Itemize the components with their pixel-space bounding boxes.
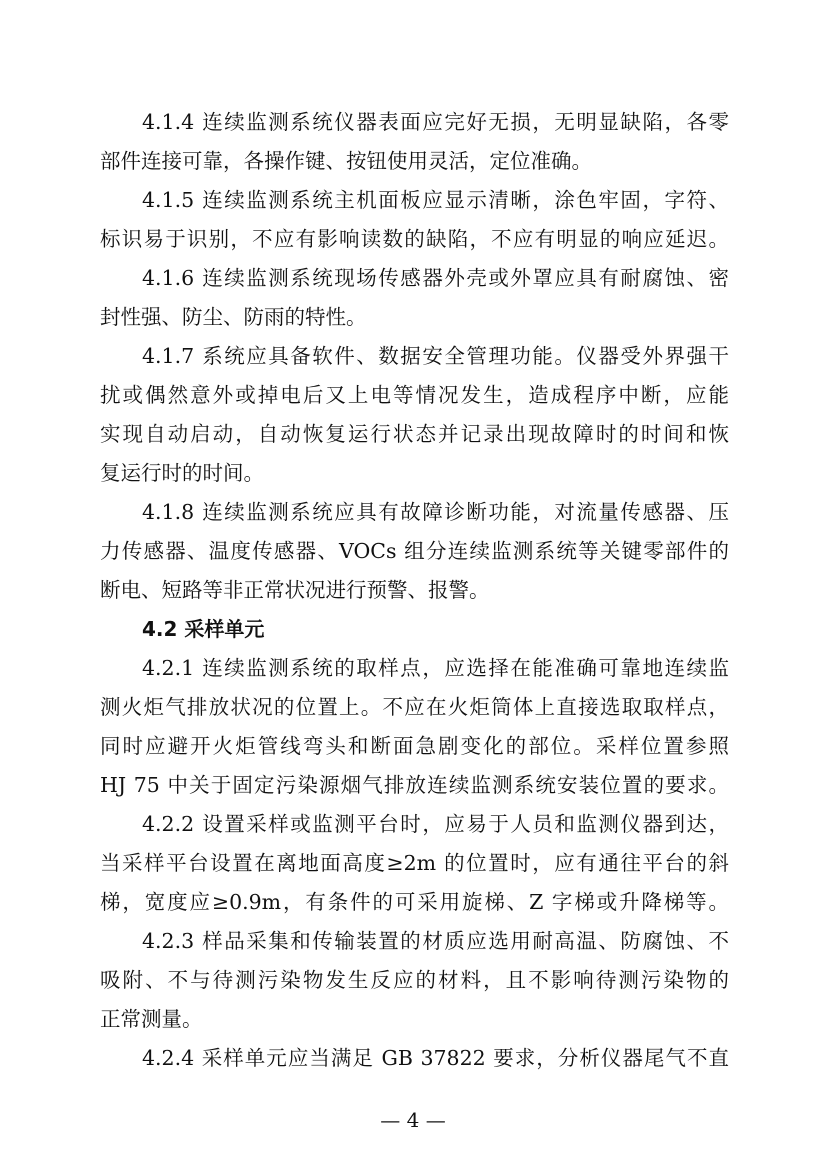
text-line: 4.2.4 采样单元应当满足 GB 37822 要求，分析仪器尾气不直 (142, 1046, 729, 1070)
text-line: 断电、短路等非正常状况进行预警、报警。 (100, 578, 490, 602)
text-line: 4.2.3 样品采集和传输装置的材质应选用耐高温、防腐蚀、不 (142, 929, 729, 953)
text-line: 吸附、不与待测污染物发生反应的材料，且不影响待测污染物的 (100, 968, 729, 992)
text-line: 同时应避开火炬管线弯头和断面急剧变化的部位。采样位置参照 (100, 734, 729, 758)
text-line: 4.1.7 系统应具备软件、数据安全管理功能。仪器受外界强干 (142, 344, 729, 368)
text-line: 4.1.4 连续监测系统仪器表面应完好无损，无明显缺陷，各零 (142, 110, 729, 134)
text-line: 4.2.2 设置采样或监测平台时，应易于人员和监测仪器到达， (142, 812, 729, 836)
text-line: 部件连接可靠，各操作键、按钮使用灵活，定位准确。 (100, 149, 592, 173)
text-line: 4.2.1 连续监测系统的取样点，应选择在能准确可靠地连续监 (142, 656, 729, 680)
page-number: — 4 — (380, 1108, 446, 1132)
document-body (100, 103, 729, 1078)
text-line: 复运行时的时间。 (100, 461, 264, 485)
text-line: 4.1.8 连续监测系统应具有故障诊断功能，对流量传感器、压 (142, 500, 729, 524)
section-heading: 4.2 采样单元 (142, 617, 265, 641)
text-line: 力传感器、温度传感器、VOCs 组分连续监测系统等关键零部件的 (100, 539, 729, 563)
text-line: 测火炬气排放状况的位置上。不应在火炬筒体上直接选取取样点， (100, 695, 729, 719)
text-line: 标识易于识别，不应有影响读数的缺陷，不应有明显的响应延迟。 (100, 227, 729, 251)
text-line: 扰或偶然意外或掉电后又上电等情况发生，造成程序中断，应能 (100, 383, 729, 407)
text-line: 梯，宽度应≥0.9m，有条件的可采用旋梯、Z 字梯或升降梯等。 (100, 890, 729, 914)
text-line: 正常测量。 (100, 1007, 203, 1031)
text-line: 实现自动启动，自动恢复运行状态并记录出现故障时的时间和恢 (100, 422, 729, 446)
text-line: HJ 75 中关于固定污染源烟气排放连续监测系统安装位置的要求。 (100, 773, 729, 797)
text-line: 4.1.6 连续监测系统现场传感器外壳或外罩应具有耐腐蚀、密 (142, 266, 729, 290)
text-line: 封性强、防尘、防雨的特性。 (100, 305, 367, 329)
text-line: 4.1.5 连续监测系统主机面板应显示清晰，涂色牢固，字符、 (142, 188, 729, 212)
text-line: 当采样平台设置在离地面高度≥2m 的位置时，应有通往平台的斜 (100, 851, 729, 875)
